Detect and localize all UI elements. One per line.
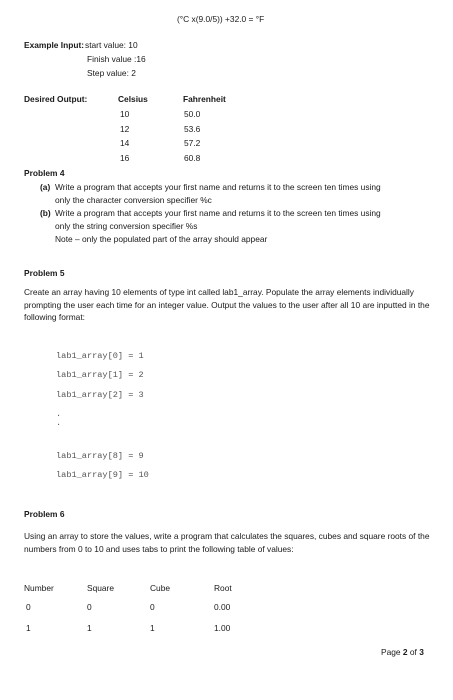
code-line: lab1_array[2] = 3 — [56, 390, 144, 400]
number-cell: 0 — [26, 602, 31, 612]
fahrenheit-header: Fahrenheit — [183, 94, 226, 104]
fahrenheit-value: 57.2 — [184, 138, 201, 148]
celsius-value: 10 — [120, 109, 130, 119]
code-ellipsis-dot: . — [56, 418, 62, 428]
problem5-text: Create an array having 10 elements of type int called lab1_array. Populate the array elements individually prompting the user each time for an integer value. Output the values to the user after all 10 are inputted in the following format: — [24, 287, 430, 323]
problem4-b-label: (b) — [40, 208, 51, 218]
problem4-a-line1: Write a program that accepts your first name and returns it to the screen ten times using — [55, 182, 381, 192]
code-line: lab1_array[9] = 10 — [56, 470, 149, 480]
celsius-value: 12 — [120, 123, 130, 134]
problem5-title: Problem 5 — [24, 268, 65, 278]
problem4-title: Problem 4 — [24, 168, 65, 178]
page-number: Page 2 of 3 — [381, 647, 424, 657]
problem6-text: Using an array to store the values, write a program that calculates the squares, cubes and square roots of the numbers from 0 to 10 and uses tabs to print the following table of values: — [24, 531, 430, 554]
problem4-b-line2: only the string conversion specifier %s — [55, 221, 198, 231]
desired-output-label: Desired Output: — [24, 94, 88, 104]
celsius-value: 14 — [120, 138, 130, 148]
code-line: lab1_array[1] = 2 — [56, 370, 144, 380]
problem4-a-label: (a) — [40, 182, 51, 192]
fahrenheit-value: 50.0 — [184, 109, 201, 119]
number-header: Number — [24, 583, 54, 593]
finish-value: Finish value :16 — [87, 54, 146, 64]
code-ellipsis-dot: . — [56, 409, 62, 419]
root-cell: 1.00 — [214, 623, 231, 633]
problem6-title: Problem 6 — [24, 509, 65, 519]
cube-cell: 1 — [150, 623, 155, 633]
problem4-b-line1: Write a program that accepts your first name and returns it to the screen ten times using — [55, 208, 381, 218]
cube-header: Cube — [150, 583, 171, 593]
code-line: lab1_array[8] = 9 — [56, 451, 144, 461]
celsius-value: 16 — [120, 152, 130, 163]
celsius-header: Celsius — [118, 94, 148, 104]
step-value: Step value: 2 — [87, 68, 136, 78]
number-cell: 1 — [26, 623, 31, 633]
problem4-note: Note – only the populated part of the array should appear — [55, 234, 268, 244]
root-header: Root — [214, 583, 232, 593]
start-value: start value: 10 — [85, 40, 138, 50]
cube-cell: 0 — [150, 602, 155, 612]
formula: (°C x(9.0/5)) +32.0 = °F — [177, 14, 265, 24]
example-input-label: Example Input: — [24, 40, 85, 50]
code-line: lab1_array[0] = 1 — [56, 351, 144, 361]
fahrenheit-value: 60.8 — [184, 152, 201, 163]
root-cell: 0.00 — [214, 602, 231, 612]
fahrenheit-value: 53.6 — [184, 123, 201, 134]
square-cell: 1 — [87, 623, 92, 633]
problem4-a-line2: only the character conversion specifier %c — [55, 195, 212, 205]
square-header: Square — [87, 583, 115, 593]
square-cell: 0 — [87, 602, 92, 612]
